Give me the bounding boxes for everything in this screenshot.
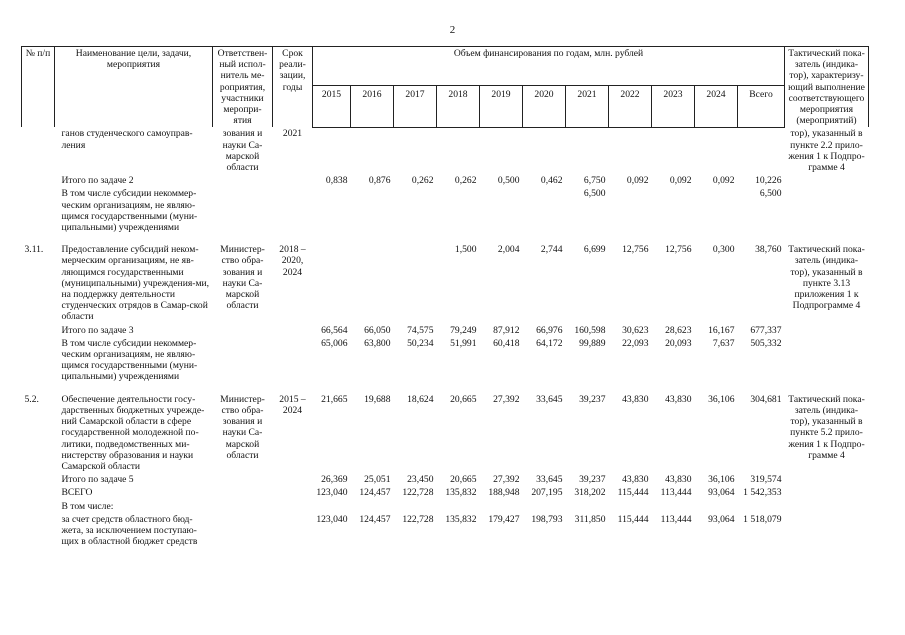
- row-number: [22, 500, 55, 513]
- row-term: [273, 324, 313, 337]
- row-value: 43,830: [665, 393, 692, 405]
- row-value: [523, 187, 566, 234]
- row-value: [523, 127, 566, 174]
- row-value: 87,912: [493, 324, 520, 336]
- page-number: 2: [449, 24, 456, 36]
- row-value: [394, 500, 437, 513]
- row-number: [22, 174, 55, 187]
- row-value: [480, 187, 523, 234]
- row-value: 505,332: [750, 337, 782, 349]
- row-name: Предоставление субсидий неком-мерческим организациям, не яв-ляющимся государственными (муниципальными) учреждения-ми, на поддержку деятельности студенческих отрядов в Самар-ской области: [61, 244, 210, 323]
- row-value: 677,337: [750, 324, 782, 336]
- row-value: [351, 500, 394, 513]
- row-value: 135,832: [445, 487, 477, 499]
- row-value: 36,106: [708, 474, 735, 486]
- row-executor: [213, 324, 273, 337]
- row-value: 93,064: [708, 513, 735, 525]
- row-value: 27,392: [493, 393, 520, 405]
- row-value: [480, 500, 523, 513]
- row-value: 20,665: [450, 393, 477, 405]
- row-value: 20,665: [450, 474, 477, 486]
- row-value: [313, 234, 351, 323]
- row-value: 39,237: [579, 393, 606, 405]
- row-value: 12,756: [622, 244, 649, 256]
- header-executor: Ответствен-ный испол-нитель ме-роприятия, участники меропри-ятия: [213, 47, 273, 128]
- header-indicator: Тактический пока-затель (индика-тор), характеризу-ющий выполнение соответствующего мероприятия (мероприятий): [785, 47, 869, 128]
- row-value: 6,500: [759, 188, 782, 200]
- row-value: 26,369: [321, 474, 348, 486]
- row-value: [437, 187, 480, 234]
- row-value: 115,444: [617, 513, 649, 525]
- header-year: 2017: [394, 86, 437, 128]
- row-term: [273, 486, 313, 499]
- row-indicator: Тактический пока-затель (индика-тор), указанный в пункте 3.13 приложения 1 к Подпрограмме 4: [788, 244, 865, 312]
- row-executor: [213, 513, 273, 549]
- row-value: 123,040: [316, 487, 348, 499]
- row-value: [437, 127, 480, 174]
- row-term: 2015 – 2024: [279, 393, 306, 416]
- row-number: [22, 473, 55, 486]
- row-indicator: [785, 174, 869, 187]
- row-value: 198,793: [531, 513, 563, 525]
- row-executor: [213, 337, 273, 384]
- row-indicator: [785, 324, 869, 337]
- row-value: 1 542,353: [743, 487, 782, 499]
- row-value: 16,167: [708, 324, 735, 336]
- row-value: [738, 127, 785, 174]
- row-value: 113,444: [660, 487, 692, 499]
- row-value: 28,623: [665, 324, 692, 336]
- row-number: [22, 486, 55, 499]
- header-term: Срок реали-зации, годы: [273, 47, 313, 128]
- row-indicator: [785, 337, 869, 384]
- table-row: [22, 473, 869, 486]
- row-value: [480, 127, 523, 174]
- row-value: 64,172: [536, 337, 563, 349]
- row-number: 3.11.: [24, 244, 44, 256]
- row-value: [609, 500, 652, 513]
- header-year: 2021: [566, 86, 609, 128]
- row-value: 79,249: [450, 324, 477, 336]
- row-value: 124,457: [359, 487, 391, 499]
- table-row: [22, 234, 869, 323]
- row-value: [313, 127, 351, 174]
- row-value: 18,624: [407, 393, 434, 405]
- row-value: 1,500: [454, 244, 477, 256]
- row-value: [566, 500, 609, 513]
- row-value: [313, 187, 351, 234]
- row-value: 188,948: [488, 487, 520, 499]
- row-value: 0,500: [497, 175, 520, 187]
- header-year-total: Всего: [738, 86, 785, 128]
- row-value: 66,050: [364, 324, 391, 336]
- row-value: 20,093: [665, 337, 692, 349]
- row-value: 66,564: [321, 324, 348, 336]
- row-number: [22, 127, 55, 174]
- row-value: 1 518,079: [743, 513, 782, 525]
- header-year: 2024: [695, 86, 738, 128]
- row-indicator: [785, 187, 869, 234]
- row-value: [313, 500, 351, 513]
- row-indicator: [785, 473, 869, 486]
- row-value: 135,832: [445, 513, 477, 525]
- row-term: [273, 500, 313, 513]
- funding-table: [21, 46, 869, 548]
- row-value: 6,750: [583, 175, 606, 187]
- row-value: 63,800: [364, 337, 391, 349]
- table-row: [22, 500, 869, 513]
- row-value: 0,262: [411, 175, 434, 187]
- row-value: 10,226: [755, 175, 782, 187]
- table-row: [22, 337, 869, 384]
- row-value: [351, 187, 394, 234]
- row-value: 22,093: [622, 337, 649, 349]
- row-value: 7,637: [712, 337, 735, 349]
- row-value: 122,728: [402, 513, 434, 525]
- header-year: 2020: [523, 86, 566, 128]
- row-term: [273, 337, 313, 384]
- row-indicator: тор), указанный в пункте 2.2 прило-жения 1 к Подпро-грамме 4: [788, 128, 865, 174]
- row-value: 51,991: [450, 337, 477, 349]
- row-indicator: [785, 513, 869, 549]
- row-name: ВСЕГО: [61, 487, 93, 499]
- row-value: 124,457: [359, 513, 391, 525]
- row-value: 0,876: [368, 175, 391, 187]
- row-value: 318,202: [574, 487, 606, 499]
- row-term: [273, 513, 313, 549]
- row-term: [273, 174, 313, 187]
- row-value: 0,262: [454, 175, 477, 187]
- row-value: [351, 127, 394, 174]
- row-value: 0,838: [325, 175, 348, 187]
- header-funding: Объем финансирования по годам, млн. рублей: [313, 47, 785, 86]
- row-value: [695, 127, 738, 174]
- row-value: 0,462: [540, 175, 563, 187]
- row-value: 66,976: [536, 324, 563, 336]
- row-value: [566, 127, 609, 174]
- row-value: 93,064: [708, 487, 735, 499]
- row-name: В том числе субсидии некоммер-ческим организациям, не являю-щимся государственными (муни-ципальными) учреждениями: [61, 337, 198, 383]
- row-value: 43,830: [622, 474, 649, 486]
- row-executor: [213, 174, 273, 187]
- row-value: 99,889: [579, 337, 606, 349]
- row-value: 60,418: [493, 337, 520, 349]
- row-executor: Министер-ство обра-зования и науки Са-марской области: [220, 393, 265, 461]
- row-name: за счет средств областного бюд-жета, за исключением поступаю-щих в областной бюджет средств: [61, 513, 198, 548]
- table-row: [22, 174, 869, 187]
- row-value: 122,728: [402, 487, 434, 499]
- row-value: [738, 500, 785, 513]
- row-value: 115,444: [617, 487, 649, 499]
- row-value: [394, 187, 437, 234]
- row-value: 43,830: [665, 474, 692, 486]
- row-value: 38,760: [755, 244, 782, 256]
- table-row: [22, 187, 869, 234]
- row-executor: зования и науки Са-марской области: [222, 128, 263, 174]
- header-no: № п/п: [22, 47, 55, 128]
- row-executor: [213, 187, 273, 234]
- row-number: 5.2.: [24, 393, 39, 405]
- row-number: [22, 187, 55, 234]
- row-name: Обеспечение деятельности госу-дарственных бюджетных учрежде-ний Самарской области в сфере государственной молодежной по-литики, подведомственных ми-нистерству образования и науки Самарской области: [61, 393, 205, 472]
- row-value: 19,688: [364, 393, 391, 405]
- row-value: 39,237: [579, 474, 606, 486]
- header-year: 2022: [609, 86, 652, 128]
- row-value: 160,598: [574, 324, 606, 336]
- row-value: [652, 187, 695, 234]
- row-value: 0,092: [626, 175, 649, 187]
- row-value: 30,623: [622, 324, 649, 336]
- row-value: 33,645: [536, 393, 563, 405]
- row-value: 0,092: [669, 175, 692, 187]
- row-value: 311,850: [574, 513, 606, 525]
- row-value: 179,427: [488, 513, 520, 525]
- row-value: 25,051: [364, 474, 391, 486]
- table-row: [22, 324, 869, 337]
- row-value: 12,756: [665, 244, 692, 256]
- row-value: 23,450: [407, 474, 434, 486]
- row-value: 50,234: [407, 337, 434, 349]
- row-value: 113,444: [660, 513, 692, 525]
- header-year: 2023: [652, 86, 695, 128]
- row-value: 0,092: [712, 175, 735, 187]
- row-value: [437, 500, 480, 513]
- row-value: [394, 234, 437, 323]
- row-value: [652, 127, 695, 174]
- header-year: 2015: [313, 86, 351, 128]
- row-value: [609, 187, 652, 234]
- row-number: [22, 324, 55, 337]
- row-value: [394, 127, 437, 174]
- row-value: 304,681: [750, 393, 782, 405]
- row-value: 319,574: [750, 474, 782, 486]
- row-value: 27,392: [493, 474, 520, 486]
- row-value: 74,575: [407, 324, 434, 336]
- row-value: 33,645: [536, 474, 563, 486]
- table-row: [22, 486, 869, 499]
- row-value: [695, 500, 738, 513]
- row-name: В том числе субсидии некоммер-ческим организациям, не являю-щимся государственными (муни-ципальными) учреждениями: [61, 188, 198, 234]
- row-term: 2021: [282, 128, 303, 140]
- table-row: [22, 513, 869, 549]
- row-value: 2,744: [540, 244, 563, 256]
- row-value: [652, 500, 695, 513]
- table-row: [22, 127, 869, 174]
- row-number: [22, 337, 55, 384]
- row-value: 6,699: [583, 244, 606, 256]
- row-name: Итого по задаче 3: [61, 324, 134, 336]
- row-executor: [213, 473, 273, 486]
- header-name: Наименование цели, задачи, мероприятия: [55, 47, 213, 128]
- row-value: 123,040: [316, 513, 348, 525]
- header-year: 2019: [480, 86, 523, 128]
- row-value: 43,830: [622, 393, 649, 405]
- row-value: 2,004: [497, 244, 520, 256]
- row-value: [609, 127, 652, 174]
- header-year: 2018: [437, 86, 480, 128]
- row-value: [523, 500, 566, 513]
- row-indicator: [785, 486, 869, 499]
- row-indicator: Тактический пока-затель (индика-тор), указанный в пункте 5.2 прило-жения 1 к Подпро-грамме 4: [788, 393, 865, 461]
- row-value: [695, 187, 738, 234]
- row-executor: Министер-ство обра-зования и науки Са-марской области: [220, 244, 265, 312]
- row-number: [22, 513, 55, 549]
- row-name: Итого по задаче 2: [61, 175, 134, 187]
- row-term: 2018 – 2020, 2024: [279, 244, 306, 278]
- row-value: [351, 234, 394, 323]
- row-name: В том числе:: [61, 500, 114, 512]
- row-name: Итого по задаче 5: [61, 474, 134, 486]
- table-row: [22, 384, 869, 473]
- row-term: [273, 473, 313, 486]
- row-value: 0,300: [712, 244, 735, 256]
- row-indicator: [785, 500, 869, 513]
- row-value: 65,006: [321, 337, 348, 349]
- header-year: 2016: [351, 86, 394, 128]
- row-term: [273, 187, 313, 234]
- row-value: 6,500: [583, 188, 606, 200]
- row-executor: [213, 500, 273, 513]
- row-executor: [213, 486, 273, 499]
- row-name: ганов студенческого самоуправ-ления: [61, 128, 193, 151]
- row-value: 21,665: [321, 393, 348, 405]
- row-value: 207,195: [531, 487, 563, 499]
- row-value: 36,106: [708, 393, 735, 405]
